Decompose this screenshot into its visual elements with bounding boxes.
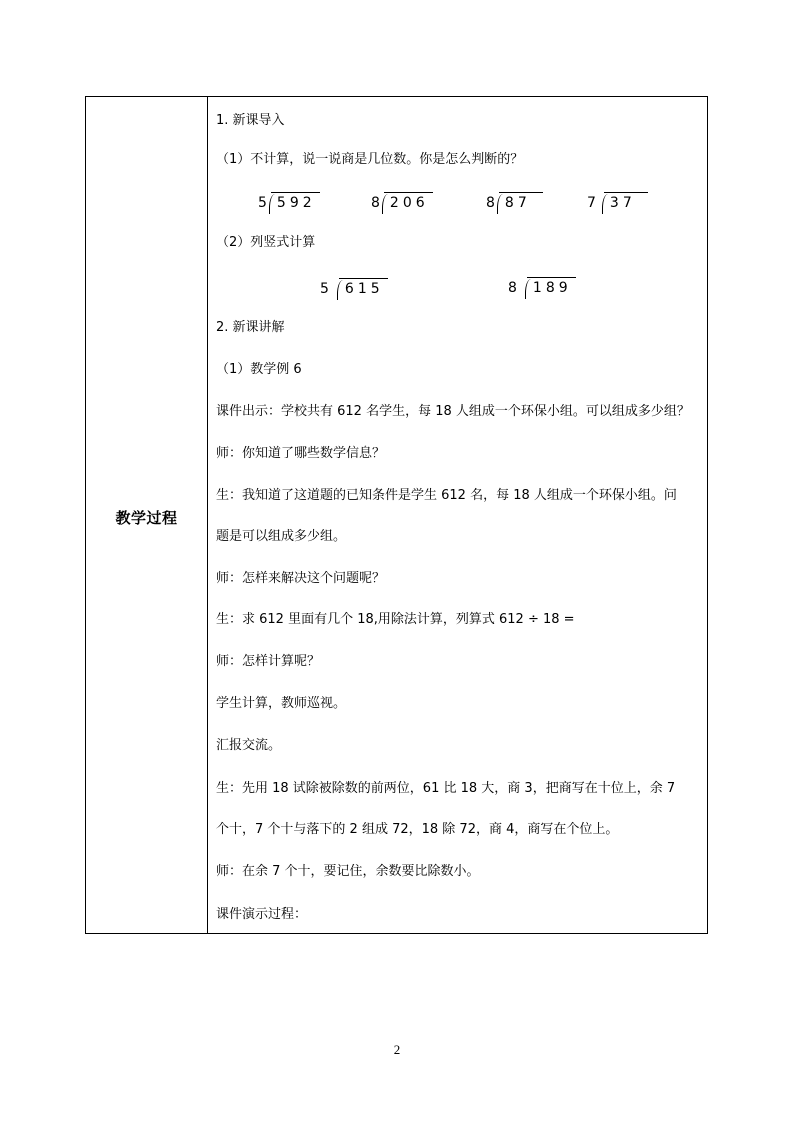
section-title-lesson: 2. 新课讲解	[216, 320, 285, 335]
text-line: 师：怎样来解决这个问题呢？	[216, 571, 386, 586]
division-problem-4	[587, 189, 648, 211]
divisor: 7	[587, 195, 596, 211]
example-heading: （1）教学例 6	[216, 362, 302, 377]
text-line: 学生计算，教师巡视。	[216, 696, 347, 711]
question-2: （2）列竖式计算	[216, 235, 316, 250]
division-problem-3	[486, 189, 543, 211]
lesson-content	[208, 97, 707, 933]
text-line: 课件出示：学校共有 612 名学生，每 18 人组成一个环保小组。可以组成多少组？	[216, 404, 690, 419]
text-line: 个十，7 个十与落下的 2 组成 72，18 除 72，商 4，商写在个位上。	[216, 822, 619, 837]
text-line: 生：我知道了这道题的已知条件是学生 612 名，每 18 人组成一个环保小组。问	[216, 488, 677, 503]
dividend: 87	[497, 195, 543, 211]
dividend: 37	[602, 195, 648, 211]
row-label: 教学过程	[115, 509, 178, 527]
text-line: 生：先用 18 试除被除数的前两位，61 比 18 大，商 3，把商写在十位上，余 7	[216, 781, 676, 796]
text-line: 题是可以组成多少组。	[216, 529, 347, 544]
dividend: 206	[382, 195, 433, 211]
question-1: （1）不计算，说一说商是几位数。你是怎么判断的？	[216, 152, 524, 167]
text-line: 课件演示过程：	[216, 907, 308, 922]
section-title-intro: 1. 新课导入	[216, 113, 285, 128]
text-line: 师：怎样计算呢？	[216, 654, 321, 669]
text-line: 生：求 612 里面有几个 18,用除法计算，列算式 612 ÷ 18 =	[216, 612, 575, 627]
text-line: 汇报交流。	[216, 738, 282, 753]
divisor: 5	[320, 281, 329, 297]
dividend: 592	[269, 195, 320, 211]
dividend: 615	[337, 281, 388, 297]
division-problem-5	[320, 275, 388, 297]
divisor: 8	[486, 195, 495, 211]
page-number: 2	[393, 1042, 401, 1057]
text-line: 师：在余 7 个十，要记住，余数要比除数小。	[216, 864, 480, 879]
divisor: 8	[371, 195, 380, 211]
division-problem-6	[508, 274, 576, 296]
division-problem-1	[258, 189, 320, 211]
text-line: 师：你知道了哪些数学信息？	[216, 446, 386, 461]
divisor: 5	[258, 195, 267, 211]
lesson-table	[85, 96, 708, 934]
dividend: 189	[525, 280, 576, 296]
division-problem-2	[371, 189, 433, 211]
divisor: 8	[508, 280, 517, 296]
